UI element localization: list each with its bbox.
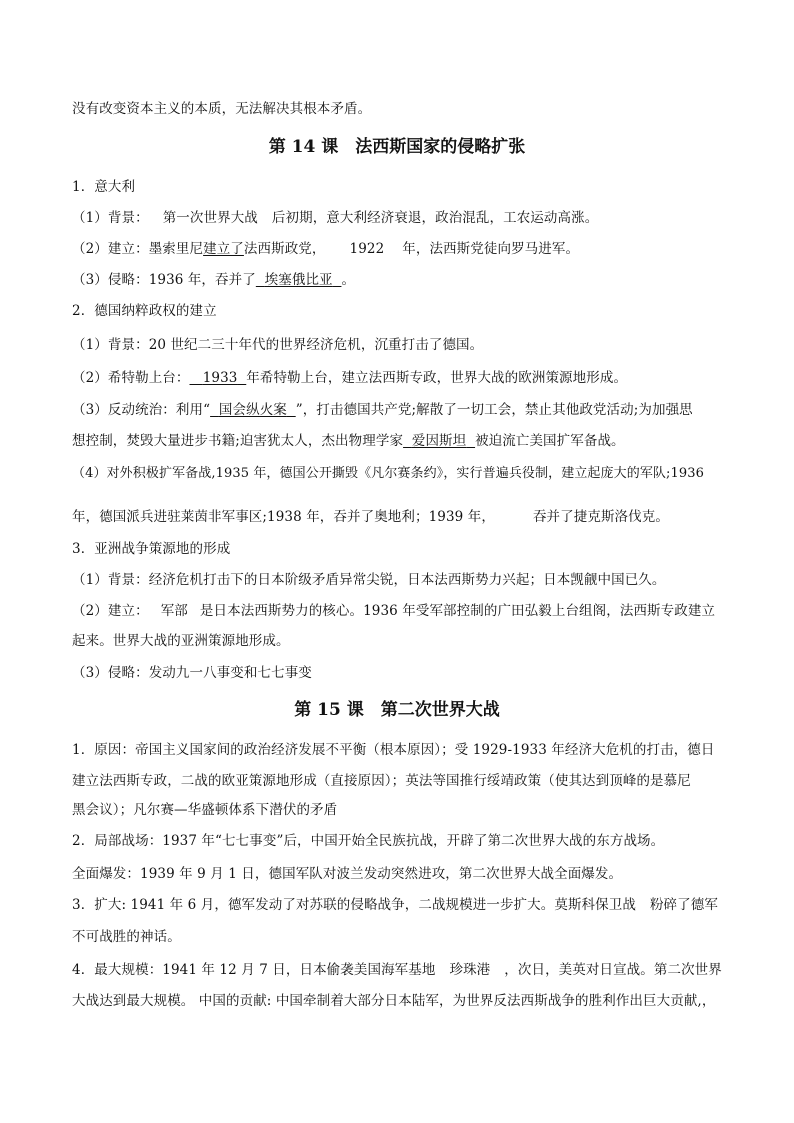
germany-rule-l2: 想控制，焚毁大量进步书籍;迫害犹太人，杰出物理学家 爱因斯坦 被迫流亡美国扩军备战。 xyxy=(72,433,625,449)
italy-heading: 1．意大利 xyxy=(72,179,136,195)
war-cause-l2: 建立法西斯专政，二战的欧亚策源地形成（直接原因）；英法等国推行绥靖政策（使其达到顶峰的是慕尼 xyxy=(72,773,691,789)
local-battlefield: 2．局部战场：1937 年“七七事变”后，中国开始全民族抗战，开辟了第二次世界大战的东方战场。 xyxy=(72,833,665,849)
war-expansion-l2: 不可战胜的神话。 xyxy=(72,929,181,945)
answer-blank: 1922 xyxy=(349,241,385,257)
max-scale-l1: 4．最大规模：1941 年 12 月 7 日，日本偷袭美国海军基地 珍珠港 ，次日，美英对日宣战。第二次世界 xyxy=(72,962,722,978)
germany-hitler: （2）希特勒上台： 1933 年希特勒上台，建立法西斯专政，世界大战的欧洲策源地形成。 xyxy=(72,370,628,386)
asia-background: （1）背景：经济危机打击下的日本阶级矛盾异常尖锐，日本法西斯势力兴起；日本觊觎中国已久。 xyxy=(72,572,666,588)
germany-background: （1）背景：20 世纪二三十年代的世界经济危机，沉重打击了德国。 xyxy=(72,337,484,353)
answer-blank: 国会纵火案 xyxy=(218,402,287,418)
germany-rule-l1: （3）反动统治：利用“ 国会纵火案 ”，打击德国共产党;解散了一切工会，禁止其他政党活动;为加强思 xyxy=(72,402,693,418)
asia-establish-l1: （2）建立： 军部 是日本法西斯势力的核心。1936 年受军部控制的广田弘毅上台组阁，法西斯专政建立 xyxy=(72,603,716,619)
germany-heading: 2．德国纳粹政权的建立 xyxy=(72,303,217,319)
intro-line xyxy=(72,100,738,118)
italy-background: （1）背景： 第一次世界大战 后初期，意大利经济衰退，政治混乱，工农运动高涨。 xyxy=(72,210,599,226)
germany-expansion-l2: 年，德国派兵进驻莱茵非军事区;1938 年，吞并了奥地利；1939 年， 吞并了捷克斯洛伐克。 xyxy=(72,509,669,525)
max-scale-l2: 大战达到最大规模。 中国的贡献: 中国牵制着大部分日本陆军，为世界反法西斯战争的胜利作出巨大贡献,， xyxy=(72,993,716,1009)
answer-blank: 爱因斯坦 xyxy=(411,433,467,449)
answer-blank: 埃塞俄比亚 xyxy=(264,272,333,288)
answer-blank: 建立了 xyxy=(203,241,244,257)
war-cause-l1: 1．原因：帝国主义国家间的政治经济发展不平衡（根本原因）；受 1929-1933 年经济大危机的打击，德日 xyxy=(72,742,715,758)
germany-expansion-l1: （4）对外积极扩军备战,1935 年，德国公开撕毁《凡尔赛条约》，实行普遍兵役制，建立起庞大的军队;1936 xyxy=(72,466,704,481)
lesson-15-title: 第 15 课 第二次世界大战 xyxy=(294,700,500,720)
italy-invasion: （3）侵略：1936 年，吞并了 埃塞俄比亚 。 xyxy=(72,272,356,288)
italy-establish: （2）建立：墨索里尼建立了法西斯政党， 1922 年，法西斯党徒向罗马进军。 xyxy=(72,241,580,257)
answer-blank: 珍珠港 xyxy=(449,962,491,978)
asia-invasion: （3）侵略：发动九一八事变和七七事变 xyxy=(72,665,312,681)
war-expansion-l1: 3．扩大: 1941 年 6 月，德军发动了对苏联的侵略战争，二战规模进一步扩大。莫斯科保卫战 粉碎了德军 xyxy=(72,897,718,913)
full-outbreak: 全面爆发：1939 年 9 月 1 日，德国军队对波兰发动突然进攻，第二次世界大战全面爆发。 xyxy=(72,866,623,882)
war-cause-l3: 黑会议）；凡尔赛—华盛顿体系下潜伏的矛盾 xyxy=(72,802,338,818)
answer-blank: 第一次世界大战 xyxy=(162,210,258,226)
asia-establish-l2: 起来。世界大战的亚洲策源地形成。 xyxy=(72,633,290,649)
asia-heading: 3．亚洲战争策源地的形成 xyxy=(72,541,231,557)
lesson-14-title: 第 14 课 法西斯国家的侵略扩张 xyxy=(268,137,526,157)
answer-blank: 1933 xyxy=(202,370,238,386)
answer-blank: 军部 xyxy=(160,603,188,619)
intro-text: 没有改变资本主义的本质，无法解决其根本矛盾。 xyxy=(72,101,372,117)
